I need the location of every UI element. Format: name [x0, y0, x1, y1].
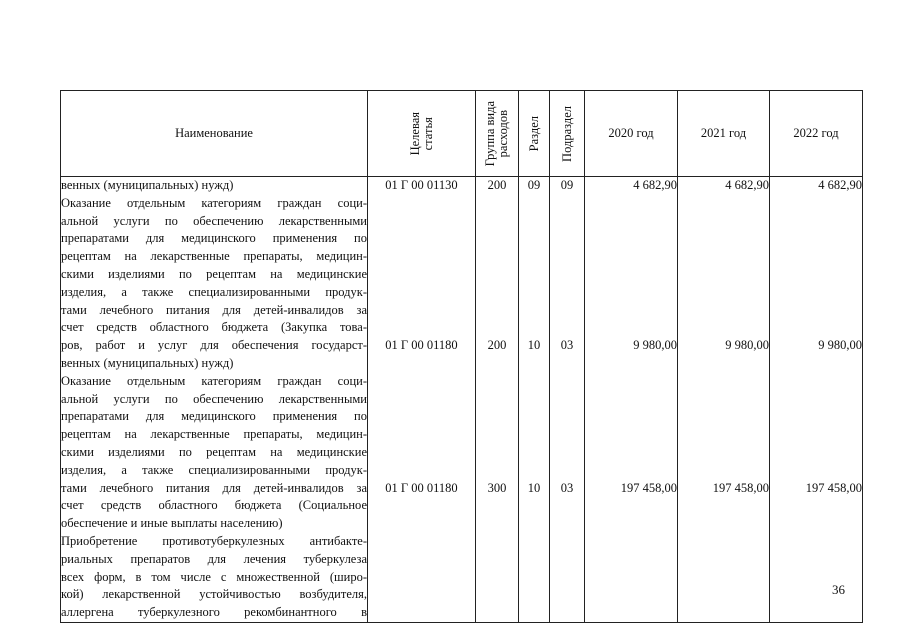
- amount-2022-value: 197 458,00: [805, 480, 862, 495]
- row-name-line: кой) лекарственной устойчивостью возбудителя,: [61, 587, 367, 602]
- row-name-line: счет средств областного бюджета (Закупка това-: [61, 320, 367, 335]
- row-name-line: рецептам на лекарственные препараты, медицин-: [61, 427, 367, 442]
- header-target-line2: статья: [420, 116, 435, 151]
- section-value: 09: [527, 178, 541, 192]
- row-name-line: всех форм, в том числе с множественной (широ-: [61, 569, 367, 584]
- row-name-cell: [61, 177, 368, 623]
- header-section: [519, 91, 550, 177]
- amount-2021-value: 197 458,00: [712, 480, 769, 495]
- amount-2022-cell: [770, 177, 863, 623]
- amount-2021-cell: [678, 177, 770, 623]
- row-name-line: обеспечение и иные выплаты населению): [61, 516, 283, 531]
- row-name-line: счет средств областного бюджета (Социальное: [61, 498, 367, 513]
- row-name-line: препаратами для медицинского применения по: [61, 231, 367, 246]
- group-cell: [476, 177, 519, 623]
- page-number: 36: [832, 582, 845, 597]
- amount-2022-value: 4 682,90: [818, 178, 862, 192]
- row-name-line: Оказание отдельным категориям граждан соци-: [61, 195, 367, 210]
- row-name-line: венных (муниципальных) нужд): [61, 355, 234, 370]
- row-name-line: тами лечебного питания для детей-инвалидов за: [61, 480, 367, 495]
- header-year-2022: 2022 год: [770, 91, 863, 177]
- header-expense-group: [476, 91, 519, 177]
- amount-2021-value: 4 682,90: [725, 178, 769, 192]
- subsection-value: 09: [560, 178, 574, 192]
- header-group-line2: расходов: [496, 109, 510, 158]
- header-target-line1: Целевая: [407, 111, 422, 156]
- amount-2021-value: 9 980,00: [725, 338, 769, 353]
- amount-2020-value: 197 458,00: [620, 480, 677, 495]
- section-cell: [519, 177, 550, 623]
- header-year-2020: 2020 год: [585, 91, 678, 177]
- header-target-article: [368, 91, 476, 177]
- header-year-2021: 2021 год: [678, 91, 770, 177]
- group-value: 300: [487, 480, 507, 495]
- subsection-cell: [550, 177, 585, 623]
- row-name-line: Приобретение противотуберкулезных антибакте-: [61, 533, 367, 548]
- budget-table: [60, 90, 863, 623]
- row-name-line: риальных препаратов для лечения туберкулеза: [61, 551, 367, 566]
- header-group-line1: Группа вида: [483, 100, 497, 167]
- row-name-line: альной услуги по обеспечению лекарственными: [61, 391, 367, 406]
- header-name: Наименование: [61, 91, 368, 177]
- row-name-line: тами лечебного питания для детей-инвалидов за: [61, 302, 367, 317]
- row-name-line: скими изделиями по рецептам на медицинские: [61, 266, 367, 281]
- row-name-line: изделия, а также специализированными продук-: [61, 462, 367, 477]
- header-subsection: [550, 91, 585, 177]
- amount-2022-value: 9 980,00: [818, 338, 862, 353]
- row-name-line: аллергена туберкулезного рекомбинантного в: [61, 605, 367, 620]
- code-value: 01 Г 00 01180: [385, 338, 458, 353]
- row-name-line: венных (муниципальных) нужд): [61, 178, 234, 192]
- row-name-line: Оказание отдельным категориям граждан соци-: [61, 373, 367, 388]
- row-name-line: изделия, а также специализированными продук-: [61, 284, 367, 299]
- code-value: 01 Г 00 01180: [385, 480, 458, 495]
- section-value: 10: [527, 480, 541, 495]
- row-name-line: ров, работ и услуг для обеспечения государст-: [61, 338, 367, 353]
- row-name-line: альной услуги по обеспечению лекарственными: [61, 213, 367, 228]
- header-subsection-label: Подраздел: [559, 105, 574, 162]
- row-name-line: препаратами для медицинского применения по: [61, 409, 367, 424]
- header-section-label: Раздел: [526, 115, 541, 152]
- table-row: [61, 177, 863, 623]
- section-value: 10: [527, 338, 541, 353]
- code-cell: [368, 177, 476, 623]
- row-name-line: рецептам на лекарственные препараты, медицин-: [61, 249, 367, 264]
- subsection-value: 03: [560, 338, 574, 353]
- row-name-line: скими изделиями по рецептам на медицинские: [61, 444, 367, 459]
- header-row: [61, 91, 863, 177]
- amount-2020-value: 9 980,00: [633, 338, 677, 353]
- amount-2020-cell: [585, 177, 678, 623]
- subsection-value: 03: [560, 480, 574, 495]
- group-value: 200: [487, 178, 507, 192]
- amount-2020-value: 4 682,90: [633, 178, 677, 192]
- code-value: 01 Г 00 01130: [385, 178, 458, 192]
- group-value: 200: [487, 338, 507, 353]
